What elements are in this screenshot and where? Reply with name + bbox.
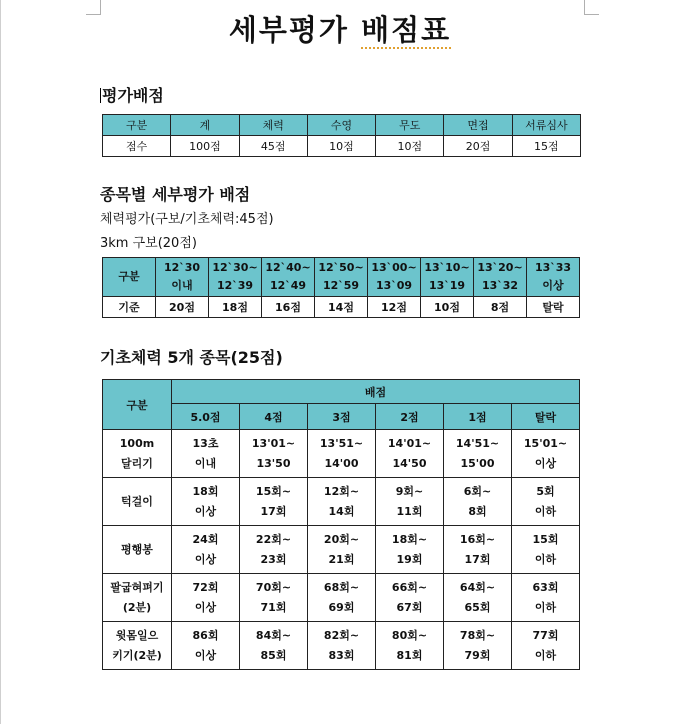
header-cell: 1점 xyxy=(444,404,512,430)
table-cell: 72회 이상 xyxy=(172,574,240,622)
table-cell: 10점 xyxy=(421,297,474,318)
table-cell: 84회~ 85회 xyxy=(240,622,308,670)
table-cell: 10점 xyxy=(307,136,375,157)
title-part-2: 배점표 xyxy=(361,13,452,47)
section3-heading: 기초체력 5개 종목(25점) xyxy=(100,348,283,367)
table-cell: 77회 이하 xyxy=(512,622,580,670)
table-cell: 64회~ 65회 xyxy=(444,574,512,622)
document-title xyxy=(0,8,680,49)
header-cell: 12`30 이내 xyxy=(156,258,209,297)
table-cell: 14점 xyxy=(315,297,368,318)
row-label-cell: 턱걸이 xyxy=(103,478,172,526)
row-label-cell: 100m 달리기 xyxy=(103,430,172,478)
header-cell: 2점 xyxy=(376,404,444,430)
table-cell: 20회~ 21회 xyxy=(308,526,376,574)
table-row xyxy=(103,622,580,670)
table-cell: 13'01~ 13'50 xyxy=(240,430,308,478)
table-row xyxy=(103,430,580,478)
table-cell: 10점 xyxy=(376,136,444,157)
header-cell: 13`10~ 13`19 xyxy=(421,258,474,297)
score-summary-table xyxy=(102,114,581,157)
title-part-1: 세부평가 xyxy=(228,13,349,47)
row-label-cell: 팔굽혀펴기 (2분) xyxy=(103,574,172,622)
table-cell: 14'01~ 14'50 xyxy=(376,430,444,478)
table-cell: 18회 이상 xyxy=(172,478,240,526)
table-cell: 15'01~ 이상 xyxy=(512,430,580,478)
table-cell: 9회~ 11회 xyxy=(376,478,444,526)
table-cell: 63회 이하 xyxy=(512,574,580,622)
table-cell: 45점 xyxy=(239,136,307,157)
table-cell: 82회~ 83회 xyxy=(308,622,376,670)
table-cell: 68회~ 69회 xyxy=(308,574,376,622)
header-cell: 수영 xyxy=(307,115,375,136)
table-cell: 22회~ 23회 xyxy=(240,526,308,574)
header-cell: 5.0점 xyxy=(172,404,240,430)
table-cell: 24회 이상 xyxy=(172,526,240,574)
table-cell: 15회 이하 xyxy=(512,526,580,574)
row-label-cell: 평행봉 xyxy=(103,526,172,574)
section2-heading: 종목별 세부평가 배점 xyxy=(100,185,251,204)
table-cell: 탈락 xyxy=(527,297,580,318)
table-body xyxy=(103,430,580,670)
header-cell: 구분 xyxy=(103,258,156,297)
table-cell: 13'51~ 14'00 xyxy=(308,430,376,478)
table-cell: 점수 xyxy=(103,136,171,157)
header-cell: 13`33 이상 xyxy=(527,258,580,297)
table-header-row xyxy=(103,115,581,136)
table-cell: 기준 xyxy=(103,297,156,318)
header-cell: 배점 xyxy=(172,380,580,404)
table-cell: 12회~ 14회 xyxy=(308,478,376,526)
table-cell: 16회~ 17회 xyxy=(444,526,512,574)
table-cell: 78회~ 79회 xyxy=(444,622,512,670)
header-cell: 구분 xyxy=(103,380,172,430)
header-cell: 무도 xyxy=(376,115,444,136)
fitness-eval-line: 체력평가(구보/기초체력:45점) xyxy=(100,212,274,227)
header-cell: 서류심사 xyxy=(512,115,580,136)
table-row xyxy=(103,526,580,574)
header-cell: 4점 xyxy=(240,404,308,430)
table-cell: 20점 xyxy=(444,136,512,157)
basic-fitness-table xyxy=(102,379,580,670)
header-cell: 12`30~ 12`39 xyxy=(209,258,262,297)
table-row xyxy=(103,478,580,526)
header-cell: 체력 xyxy=(239,115,307,136)
table-cell: 86회 이상 xyxy=(172,622,240,670)
header-cell: 12`40~ 12`49 xyxy=(262,258,315,297)
table-cell: 18회~ 19회 xyxy=(376,526,444,574)
table-cell: 18점 xyxy=(209,297,262,318)
table-header-row xyxy=(103,380,580,404)
table-cell: 12점 xyxy=(368,297,421,318)
table-header-row xyxy=(103,258,580,297)
table-cell: 13초 이내 xyxy=(172,430,240,478)
table-cell: 16점 xyxy=(262,297,315,318)
table-cell: 20점 xyxy=(156,297,209,318)
header-cell: 3점 xyxy=(308,404,376,430)
table-cell: 100점 xyxy=(171,136,239,157)
table-row xyxy=(103,574,580,622)
table-cell: 15점 xyxy=(512,136,580,157)
row-label-cell: 윗몸일으 키기(2분) xyxy=(103,622,172,670)
header-cell: 면접 xyxy=(444,115,512,136)
table-cell: 14'51~ 15'00 xyxy=(444,430,512,478)
header-cell: 13`00~ 13`09 xyxy=(368,258,421,297)
running-score-table xyxy=(102,257,580,318)
table-row xyxy=(103,297,580,318)
table-cell: 70회~ 71회 xyxy=(240,574,308,622)
table-cell: 66회~ 67회 xyxy=(376,574,444,622)
header-cell: 13`20~ 13`32 xyxy=(474,258,527,297)
text-cursor xyxy=(100,88,101,103)
table-cell: 80회~ 81회 xyxy=(376,622,444,670)
table-cell: 6회~ 8회 xyxy=(444,478,512,526)
running-line: 3km 구보(20점) xyxy=(100,236,197,251)
header-cell: 탈락 xyxy=(512,404,580,430)
table-header-row xyxy=(103,404,580,430)
header-cell: 12`50~ 12`59 xyxy=(315,258,368,297)
table-row xyxy=(103,136,581,157)
table-cell: 15회~ 17회 xyxy=(240,478,308,526)
page-left-edge xyxy=(0,0,1,724)
section1-heading: 평가배점 xyxy=(102,86,164,105)
header-cell: 계 xyxy=(171,115,239,136)
table-cell: 8점 xyxy=(474,297,527,318)
header-cell: 구분 xyxy=(103,115,171,136)
table-cell: 5회 이하 xyxy=(512,478,580,526)
